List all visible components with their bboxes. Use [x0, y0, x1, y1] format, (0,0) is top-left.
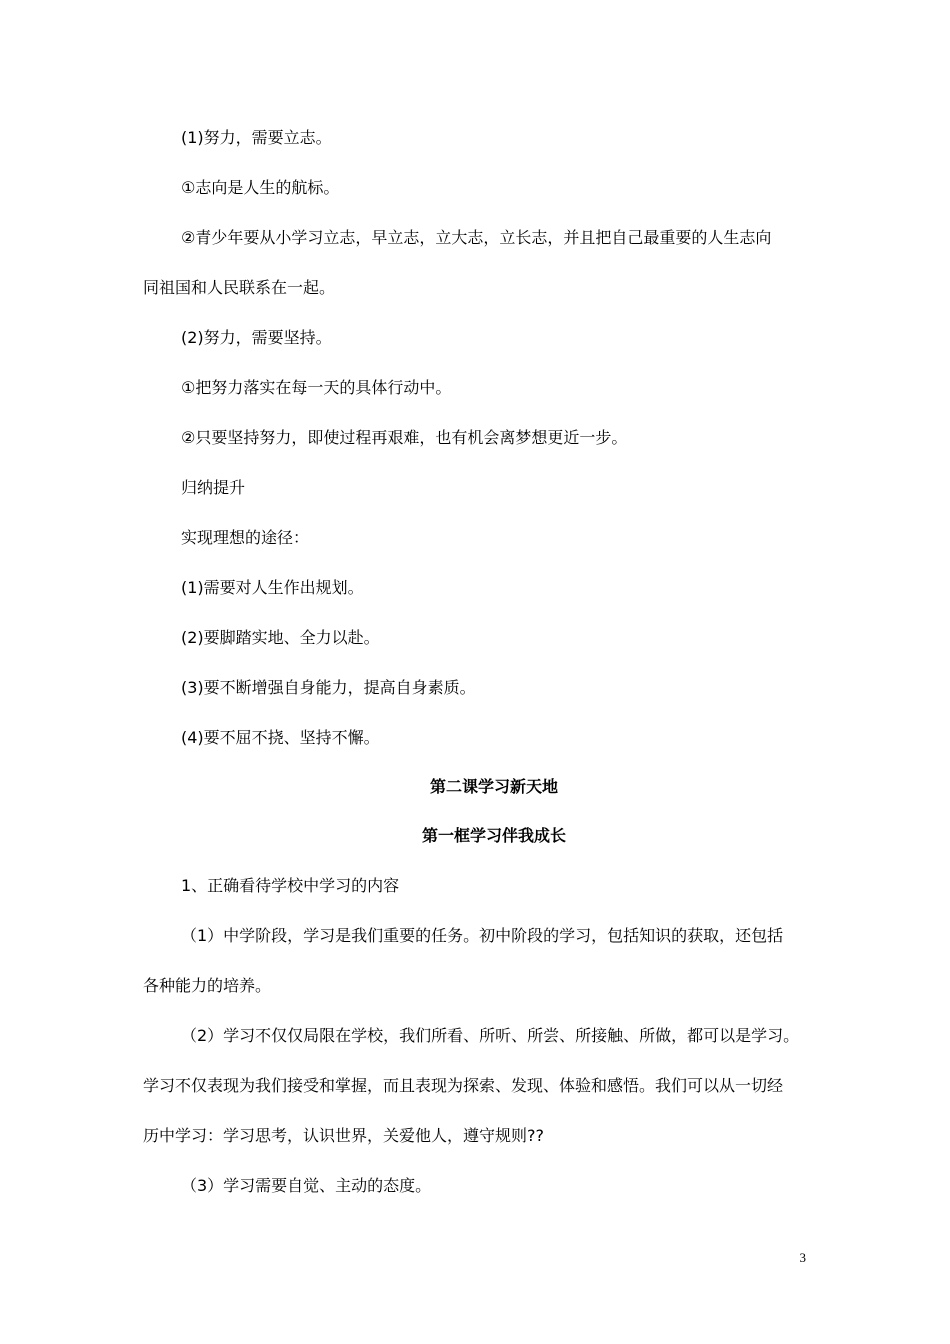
- text-line: 1、正确看待学校中学习的内容: [181, 876, 400, 895]
- text-line: (2)要脚踏实地、全力以赴。: [181, 628, 380, 647]
- text-line: ②青少年要从小学习立志，早立志，立大志，立长志，并且把自己最重要的人生志向: [181, 228, 772, 247]
- text-line: 各种能力的培养。: [143, 976, 272, 995]
- text-line: （2）学习不仅仅局限在学校，我们所看、所听、所尝、所接触、所做，都可以是学习。: [181, 1026, 800, 1045]
- text-line: 同祖国和人民联系在一起。: [143, 278, 336, 297]
- text-line: ②只要坚持努力，即使过程再艰难，也有机会离梦想更近一步。: [181, 428, 628, 447]
- text-line: ①把努力落实在每一天的具体行动中。: [181, 378, 452, 397]
- text-line: ①志向是人生的航标。: [181, 178, 340, 197]
- text-line: (1)需要对人生作出规划。: [181, 578, 364, 597]
- text-line: (3)要不断增强自身能力，提高自身素质。: [181, 678, 476, 697]
- section-heading: 第一框学习伴我成长: [421, 826, 566, 845]
- text-line: 实现理想的途径：: [181, 528, 310, 547]
- text-line: （1）中学阶段，学习是我们重要的任务。初中阶段的学习，包括知识的获取，还包括: [181, 926, 784, 945]
- lesson-heading: 第二课学习新天地: [429, 777, 558, 796]
- text-line: (1)努力，需要立志。: [181, 128, 332, 147]
- section-label: 归纳提升: [181, 478, 246, 497]
- text-line: 学习不仅表现为我们接受和掌握，而且表现为探索、发现、体验和感悟。我们可以从一切经: [143, 1076, 784, 1095]
- text-line: (2)努力，需要坚持。: [181, 328, 332, 347]
- page-number: 3: [799, 1250, 806, 1265]
- text-line: (4)要不屈不挠、坚持不懈。: [181, 728, 380, 747]
- text-line: （3）学习需要自觉、主动的态度。: [181, 1176, 432, 1195]
- text-line: 历中学习：学习思考，认识世界，关爱他人，遵守规则??: [143, 1126, 544, 1145]
